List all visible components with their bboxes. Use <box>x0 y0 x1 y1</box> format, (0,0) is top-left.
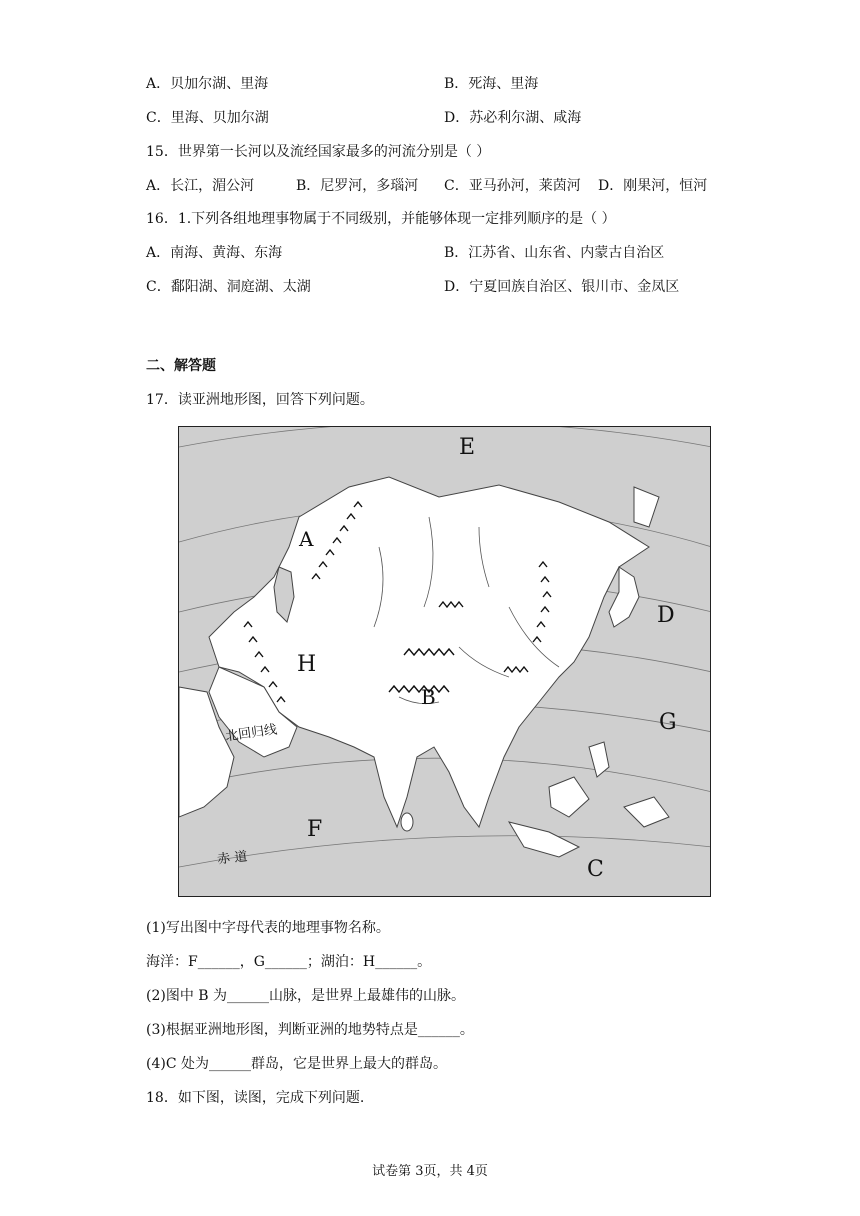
q16-option-d: D．宁夏回族自治区、银川市、金凤区 <box>444 279 680 295</box>
q15-option-b: B．尼罗河，多瑙河 <box>296 178 419 194</box>
q17-sub2: (2)图中 B 为______山脉，是世界上最雄伟的山脉。 <box>146 988 466 1004</box>
q16-stem: 16．1.下列各组地理事物属于不同级别，并能够体现一定排列顺序的是（ ） <box>146 211 616 227</box>
label-c: C <box>587 857 604 882</box>
label-f: F <box>307 817 323 842</box>
asia-topographic-map <box>178 426 711 897</box>
map-svg <box>179 427 711 897</box>
q15-option-d: D．刚果河，恒河 <box>598 178 708 194</box>
q14-option-b: B．死海、里海 <box>444 76 539 92</box>
q16-option-a: A．南海、黄海、东海 <box>146 245 283 261</box>
label-e: E <box>459 435 476 460</box>
q17-sub3: (3)根据亚洲地形图，判断亚洲的地势特点是______。 <box>146 1022 474 1038</box>
q14-option-c: C．里海、贝加尔湖 <box>146 110 269 126</box>
label-a: A <box>299 527 314 551</box>
q14-option-d: D．苏必利尔湖、咸海 <box>444 110 582 126</box>
q15-option-c: C．亚马孙河，莱茵河 <box>444 178 581 194</box>
q17-sub4: (4)C 处为______群岛，它是世界上最大的群岛。 <box>146 1056 447 1072</box>
label-d: D <box>657 603 675 628</box>
q17-sub1-fill: 海洋：F______，G______；湖泊：H______。 <box>146 954 432 970</box>
q18-stem: 18．如下图，读图，完成下列问题. <box>146 1090 365 1106</box>
q14-option-a: A．贝加尔湖、里海 <box>146 76 269 92</box>
label-equator: 赤 道 <box>216 849 249 868</box>
label-g: G <box>659 710 677 735</box>
q17-stem: 17．读亚洲地形图，回答下列问题。 <box>146 392 374 408</box>
label-tropic: 北回归线 <box>224 722 279 745</box>
q15-option-a: A．长江，湄公河 <box>146 178 255 194</box>
label-b: B <box>421 685 436 709</box>
section-title: 二、解答题 <box>146 358 216 374</box>
page-footer: 试卷第 3页，共 4页 <box>372 1164 488 1179</box>
q15-stem: 15．世界第一长河以及流经国家最多的河流分别是（ ） <box>146 144 491 160</box>
q16-option-c: C．鄱阳湖、洞庭湖、太湖 <box>146 279 311 295</box>
q16-option-b: B．江苏省、山东省、内蒙古自治区 <box>444 245 665 261</box>
q17-sub1: (1)写出图中字母代表的地理事物名称。 <box>146 920 390 936</box>
label-h: H <box>297 652 317 677</box>
